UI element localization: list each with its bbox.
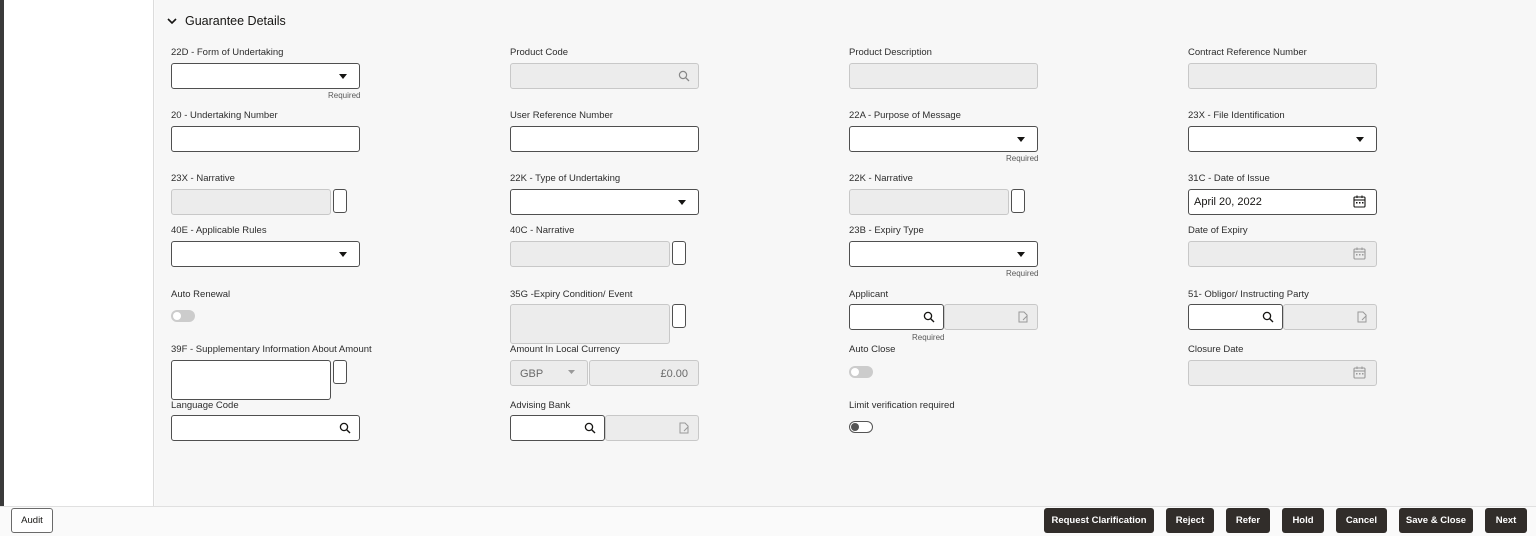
document-edit-icon[interactable] (679, 422, 690, 434)
file-identification-label: 23X - File Identification (1188, 110, 1285, 121)
narrative-23x-label: 23X - Narrative (171, 173, 235, 184)
narrative-23x-expand-button[interactable] (333, 189, 347, 213)
calendar-icon[interactable] (1353, 366, 1366, 379)
chevron-down-icon[interactable] (165, 14, 179, 28)
purpose-of-message-select[interactable] (849, 126, 1038, 152)
document-edit-icon[interactable] (1018, 311, 1029, 323)
toggle-knob (173, 312, 181, 320)
hold-button[interactable]: Hold (1282, 508, 1324, 533)
calendar-icon[interactable] (1353, 247, 1366, 260)
next-button[interactable]: Next (1485, 508, 1527, 533)
undertaking-number-input[interactable] (171, 126, 360, 152)
language-code-label: Language Code (171, 400, 239, 411)
date-of-expiry-input[interactable] (1188, 241, 1377, 267)
file-identification-select[interactable] (1188, 126, 1377, 152)
request-clarification-button[interactable]: Request Clarification (1044, 508, 1154, 533)
search-icon[interactable] (678, 70, 690, 82)
dropdown-arrow-icon (1017, 252, 1025, 257)
narrative-22k-expand-button[interactable] (1011, 189, 1025, 213)
contract-reference-number-input[interactable] (1188, 63, 1377, 89)
date-of-issue-label: 31C - Date of Issue (1188, 173, 1270, 184)
reject-button[interactable]: Reject (1166, 508, 1214, 533)
form-of-undertaking-label: 22D - Form of Undertaking (171, 47, 284, 58)
applicant-input[interactable] (849, 304, 944, 330)
auto-renewal-toggle[interactable] (171, 310, 195, 322)
search-icon[interactable] (1262, 311, 1274, 323)
narrative-40c-label: 40C - Narrative (510, 225, 575, 236)
document-edit-icon[interactable] (1357, 311, 1368, 323)
obligor-input[interactable] (1188, 304, 1283, 330)
product-description-input[interactable] (849, 63, 1038, 89)
user-reference-number-label: User Reference Number (510, 110, 613, 121)
advising-bank-label: Advising Bank (510, 400, 571, 411)
chevron-down-icon (568, 370, 575, 375)
expiry-type-select[interactable] (849, 241, 1038, 267)
dropdown-arrow-icon (339, 252, 347, 257)
dropdown-arrow-icon (1356, 137, 1364, 142)
toggle-knob (851, 368, 859, 376)
amount-value: £0.00 (660, 368, 688, 380)
section-title: Guarantee Details (185, 14, 286, 28)
narrative-40c-input[interactable] (510, 241, 670, 267)
expiry-condition-input[interactable] (510, 304, 670, 344)
user-reference-number-input[interactable] (510, 126, 699, 152)
expiry-type-label: 23B - Expiry Type (849, 225, 924, 236)
narrative-40c-expand-button[interactable] (672, 241, 686, 265)
supplementary-info-input[interactable] (171, 360, 331, 400)
advising-bank-name-display (605, 415, 699, 441)
closure-date-input[interactable] (1188, 360, 1377, 386)
auto-renewal-label: Auto Renewal (171, 289, 231, 300)
audit-button[interactable]: Audit (11, 508, 53, 533)
guarantee-details-section (155, 0, 1536, 506)
form-of-undertaking-select[interactable] (171, 63, 360, 89)
applicable-rules-label: 40E - Applicable Rules (171, 225, 267, 236)
toggle-knob (851, 423, 859, 431)
expiry-condition-expand-button[interactable] (672, 304, 686, 328)
currency-value: GBP (520, 368, 544, 380)
calendar-icon[interactable] (1353, 195, 1366, 208)
narrative-22k-label: 22K - Narrative (849, 173, 913, 184)
amount-local-label: Amount In Local Currency (510, 344, 620, 355)
date-of-issue-input[interactable] (1188, 189, 1377, 215)
required-hint: Required (912, 333, 945, 342)
amount-input[interactable] (589, 360, 699, 386)
dropdown-arrow-icon (1017, 137, 1025, 142)
undertaking-number-label: 20 - Undertaking Number (171, 110, 278, 121)
limit-verification-label: Limit verification required (849, 400, 955, 411)
refer-button[interactable]: Refer (1226, 508, 1270, 533)
narrative-23x-input[interactable] (171, 189, 331, 215)
save-close-button[interactable]: Save & Close (1399, 508, 1473, 533)
limit-verification-toggle[interactable] (849, 421, 873, 433)
applicant-name-display (944, 304, 1038, 330)
left-navigation-panel (0, 0, 154, 506)
search-icon[interactable] (923, 311, 935, 323)
required-hint: Required (328, 91, 361, 100)
applicant-label: Applicant (849, 289, 889, 300)
purpose-of-message-label: 22A - Purpose of Message (849, 110, 961, 121)
action-footer (0, 506, 1536, 536)
supplementary-info-expand-button[interactable] (333, 360, 347, 384)
contract-reference-number-label: Contract Reference Number (1188, 47, 1307, 58)
required-hint: Required (1006, 269, 1039, 278)
type-of-undertaking-label: 22K - Type of Undertaking (510, 173, 621, 184)
auto-close-toggle[interactable] (849, 366, 873, 378)
supplementary-info-label: 39F - Supplementary Information About Amount (171, 344, 372, 355)
closure-date-label: Closure Date (1188, 344, 1244, 355)
search-icon[interactable] (339, 422, 351, 434)
applicable-rules-select[interactable] (171, 241, 360, 267)
date-of-issue-value: April 20, 2022 (1194, 196, 1262, 208)
obligor-label: 51- Obligor/ Instructing Party (1188, 289, 1309, 300)
required-hint: Required (1006, 154, 1039, 163)
product-description-label: Product Description (849, 47, 932, 58)
cancel-button[interactable]: Cancel (1336, 508, 1387, 533)
advising-bank-input[interactable] (510, 415, 605, 441)
language-code-input[interactable] (171, 415, 360, 441)
product-code-input[interactable] (510, 63, 699, 89)
search-icon[interactable] (584, 422, 596, 434)
date-of-expiry-label: Date of Expiry (1188, 225, 1248, 236)
narrative-22k-input[interactable] (849, 189, 1009, 215)
type-of-undertaking-select[interactable] (510, 189, 699, 215)
expiry-condition-label: 35G -Expiry Condition/ Event (510, 289, 633, 300)
section-header[interactable] (165, 14, 286, 28)
auto-close-label: Auto Close (849, 344, 896, 355)
obligor-name-display (1283, 304, 1377, 330)
currency-select[interactable] (510, 360, 588, 386)
dropdown-arrow-icon (339, 74, 347, 79)
dropdown-arrow-icon (678, 200, 686, 205)
product-code-label: Product Code (510, 47, 569, 58)
